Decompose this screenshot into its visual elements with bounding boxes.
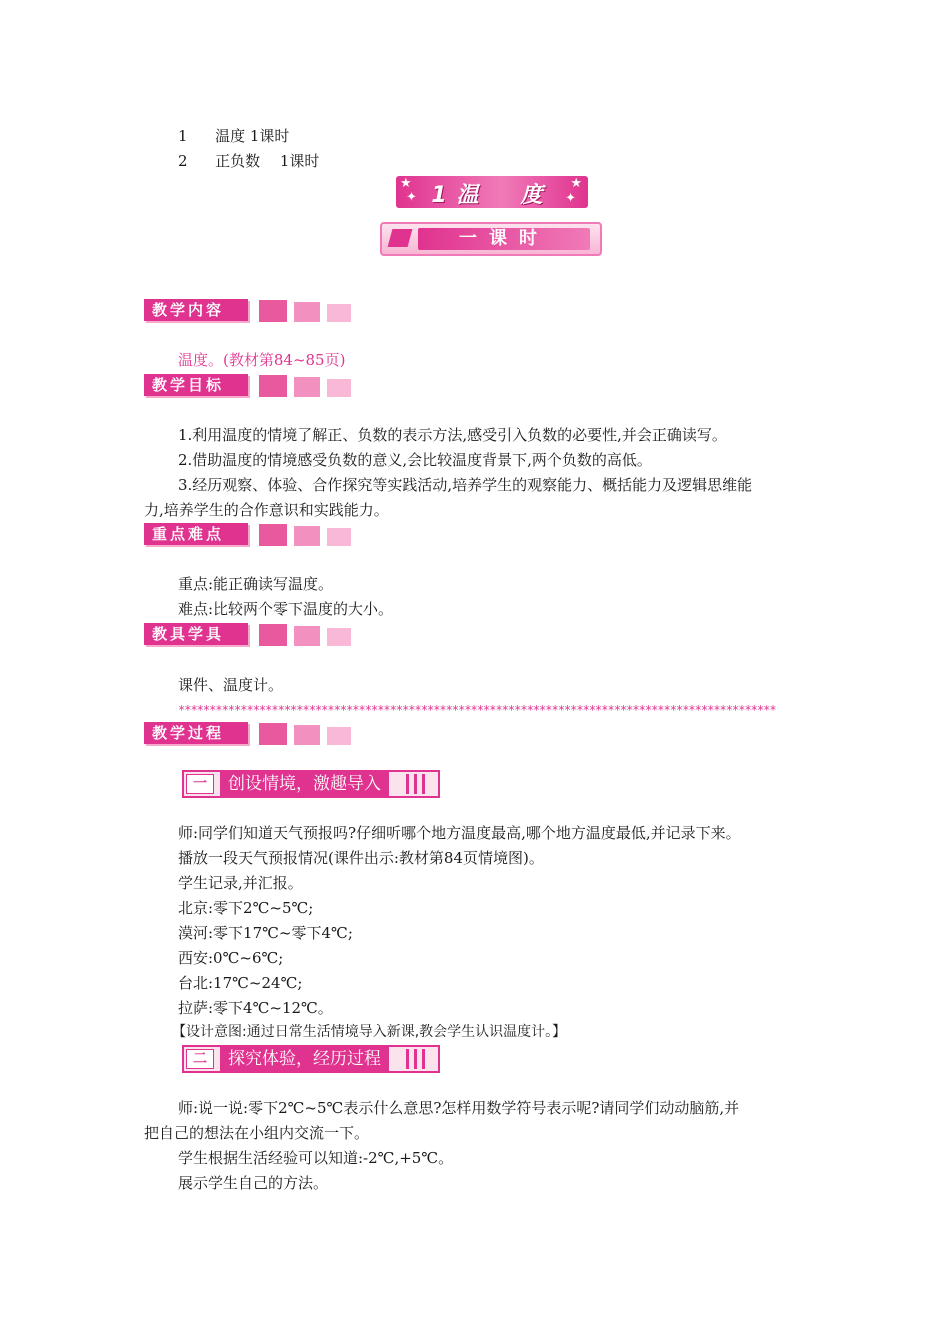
star-icon: ★ (570, 176, 582, 191)
step1-line: 西安:0℃~6℃; (178, 949, 284, 967)
goal-line: 2.借助温度的情境感受负数的意义,会比较温度背景下,两个负数的高低。 (178, 451, 652, 469)
star-icon: ✦ (565, 191, 576, 206)
chapter-title: 1温 度 (431, 183, 553, 208)
key-point-line: 难点:比较两个零下温度的大小。 (178, 600, 394, 618)
goal-line: 1.利用温度的情境了解正、负数的表示方法,感受引入负数的必要性,并会正确读写。 (178, 426, 727, 444)
step2-line: 师:说一说:零下2℃~5℃表示什么意思?怎样用数学符号表示呢?请同学们动动脑筋,并 (178, 1099, 740, 1117)
toc-item-1 (178, 126, 289, 146)
step-label: 探究体验，经历过程 (220, 1047, 389, 1071)
step-bars-decoration (406, 774, 430, 794)
section-header-key-points: 重点难点 (144, 523, 248, 545)
toc-title: 正负数 1课时 (215, 152, 320, 170)
header-decoration-square (294, 526, 320, 546)
star-icon: ✦ (406, 190, 417, 205)
goal-line: 3.经历观察、体验、合作探究等实践活动,培养学生的观察能力、概括能力及逻辑思维能 (178, 476, 753, 494)
step2-line: 学生根据生活经验可以知道:-2℃,+5℃。 (178, 1149, 454, 1167)
step-number: 一 (186, 774, 214, 794)
toc-num: 2 (178, 152, 188, 170)
toc-title: 温度 1课时 (215, 127, 290, 145)
header-decoration-square (327, 727, 351, 745)
header-decoration-square (294, 302, 320, 322)
step1-line: 师:同学们知道天气预报吗?仔细听哪个地方温度最高,哪个地方温度最低,并记录下来。 (178, 824, 741, 842)
step1-line: 学生记录,并汇报。 (178, 874, 303, 892)
header-decoration-square (259, 524, 287, 546)
section-header-content: 教学内容 (144, 299, 248, 321)
goal-line: 力,培养学生的合作意识和实践能力。 (144, 501, 389, 519)
step1-line: 拉萨:零下4℃~12℃。 (178, 999, 333, 1017)
step-label: 创设情境，激趣导入 (220, 772, 389, 796)
step-number: 二 (186, 1049, 214, 1069)
step-bars-decoration (406, 1049, 430, 1069)
header-decoration-square (259, 300, 287, 322)
header-decoration-square (294, 377, 320, 397)
step1-line: 台北:17℃~24℃; (178, 974, 303, 992)
star-divider: ************************************************************************************************ (178, 703, 776, 717)
tools-text: 课件、温度计。 (178, 676, 284, 694)
chapter-title-banner (396, 176, 588, 208)
key-point-line: 重点:能正确读写温度。 (178, 575, 334, 593)
step-banner-1 (182, 770, 440, 798)
step2-line: 把自己的想法在小组内交流一下。 (144, 1124, 370, 1142)
step-banner-2 (182, 1045, 440, 1073)
step1-line: 播放一段天气预报情况(课件出示:教材第84页情境图)。 (178, 849, 544, 867)
header-decoration-square (259, 624, 287, 646)
step2-line: 展示学生自己的方法。 (178, 1174, 329, 1192)
header-decoration-square (259, 723, 287, 745)
header-decoration-square (327, 628, 351, 646)
toc-item-2 (178, 151, 319, 171)
section-header-process: 教学过程 (144, 722, 248, 744)
header-decoration-square (327, 304, 351, 322)
step1-line: 漠河:零下17℃~零下4℃; (178, 924, 353, 942)
header-decoration-square (327, 379, 351, 397)
lesson-title: 一课时 (418, 228, 590, 250)
star-icon: ★ (400, 176, 412, 191)
design-intent-note: 【设计意图:通过日常生活情境导入新课,教会学生认识温度计。】 (172, 1024, 567, 1040)
header-decoration-square (294, 626, 320, 646)
lesson-banner (380, 222, 602, 256)
header-decoration-square (327, 528, 351, 546)
header-decoration-square (259, 375, 287, 397)
header-decoration-square (294, 725, 320, 745)
toc-num: 1 (178, 127, 188, 145)
banner-tab-decoration (388, 229, 413, 247)
content-text: 温度。(教材第84~85页) (178, 351, 346, 369)
step1-line: 北京:零下2℃~5℃; (178, 899, 314, 917)
section-header-tools: 教具学具 (144, 623, 248, 645)
section-header-goals: 教学目标 (144, 374, 248, 396)
